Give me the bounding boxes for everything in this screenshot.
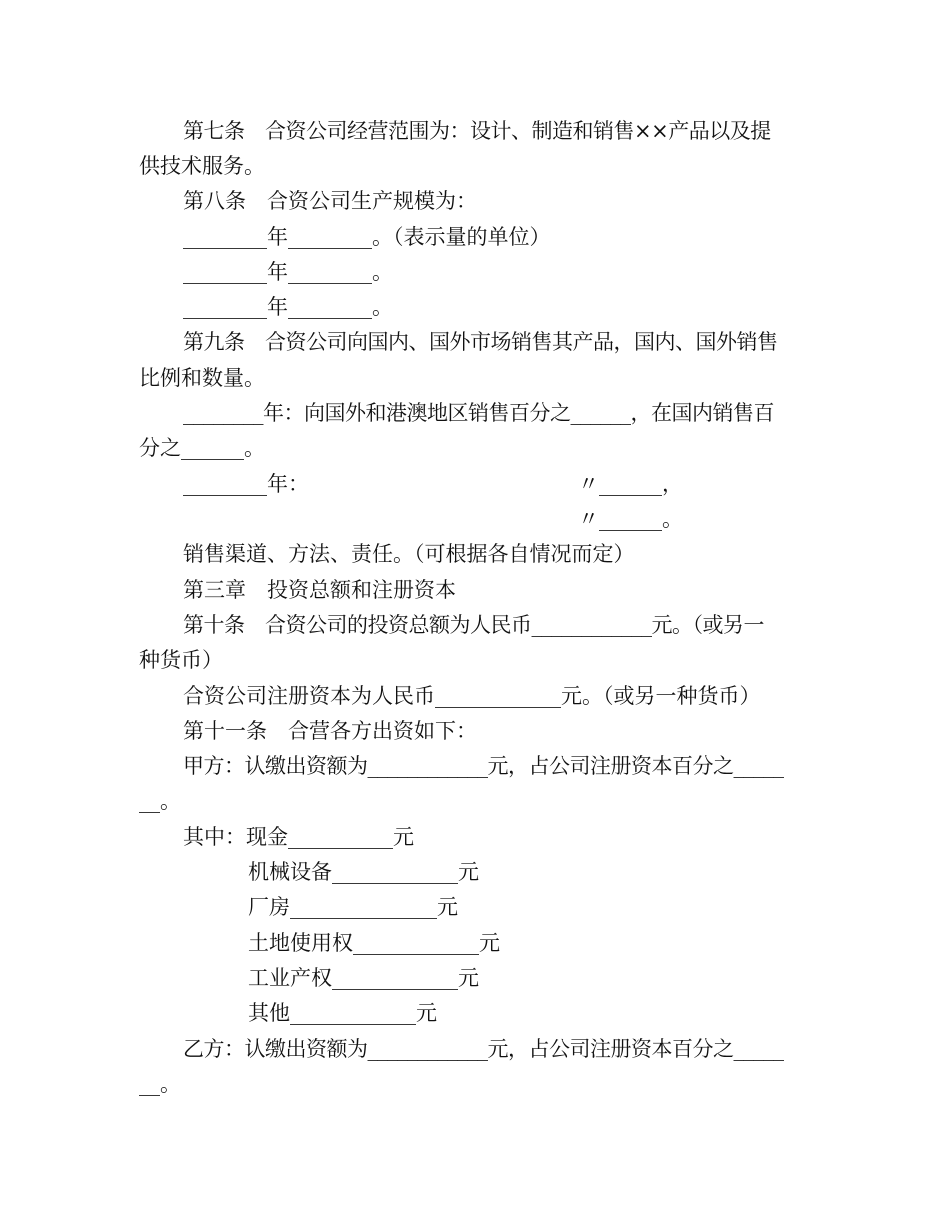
article-9-line-2: 比例和数量。 [139,366,265,390]
party-b-line-1: 乙方：认缴出资额为____________元，占公司注册资本百分之_____ [183,1037,784,1061]
article-7-line-1: 第七条 合资公司经营范围为：设计、制造和销售××产品以及提 [183,119,771,143]
ditto-line-1: 〃______， [578,472,683,496]
contribution-plant: 厂房______________元 [248,895,458,919]
party-a-line-1: 甲方：认缴出资额为____________元，占公司注册资本百分之_____ [183,754,784,778]
sales-ratio-line-2: 分之______。 [139,436,265,460]
contribution-other: 其他____________元 [248,1001,437,1025]
production-year-line-2: ________年________。 [183,260,393,284]
article-11: 第十一条 合营各方出资如下： [183,719,477,743]
contribution-machinery: 机械设备____________元 [248,860,479,884]
contribution-land-use-right: 土地使用权____________元 [248,931,500,955]
party-a-line-2: __。 [139,789,181,813]
ditto-line-2: 〃______。 [578,507,683,531]
article-10-line-1: 第十条 合资公司的投资总额为人民币____________元。（或另一 [183,613,764,637]
registered-capital: 合资公司注册资本为人民币____________元。（或另一种货币） [183,684,761,708]
article-7-line-2: 供技术服务。 [139,154,265,178]
sales-year-line: ________年： [183,472,309,496]
contribution-industrial-property: 工业产权____________元 [248,966,479,990]
production-year-line-3: ________年________。 [183,295,393,319]
chapter-3-heading: 第三章 投资总额和注册资本 [183,578,456,602]
party-b-line-2: __。 [139,1072,181,1096]
production-year-line-1: ________年________。（表示量的单位） [183,225,551,249]
sales-ratio-line-1: ________年：向国外和港澳地区销售百分之______，在国内销售百 [183,401,774,425]
sales-channels: 销售渠道、方法、责任。（可根据各自情况而定） [183,542,635,566]
article-10-line-2: 种货币） [139,648,223,672]
article-9-line-1: 第九条 合资公司向国内、国外市场销售其产品，国内、国外销售 [183,330,778,354]
article-8: 第八条 合资公司生产规模为： [183,189,477,213]
contribution-cash: 其中：现金__________元 [183,825,414,849]
